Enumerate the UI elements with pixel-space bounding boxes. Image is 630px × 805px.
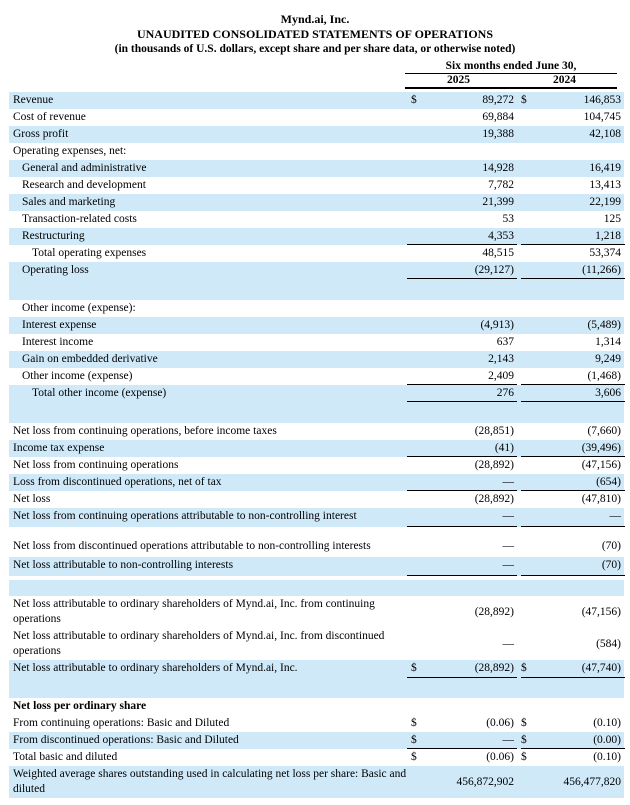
table-row: [9, 262, 624, 279]
value-2025: (28,851): [474, 425, 514, 437]
currency-symbol: $: [521, 751, 527, 763]
currency-symbol: $: [521, 734, 527, 746]
value-2025: 2,143: [488, 353, 514, 365]
value-2025: 21,399: [482, 196, 514, 208]
table-row: [9, 557, 624, 576]
value-2025: (28,892): [474, 606, 514, 618]
table-row: [9, 715, 624, 732]
total-rule: [521, 278, 625, 279]
row-label: Other income (expense): [22, 370, 133, 382]
row-label: Other income (expense):: [22, 302, 136, 314]
value-2024: 456,477,820: [563, 776, 621, 788]
table-row: [9, 474, 624, 491]
value-2025: (0.06): [486, 751, 514, 763]
total-rule: [521, 526, 625, 527]
spacer-row: [9, 279, 624, 300]
value-2024: (47,810): [581, 493, 621, 505]
value-2025: 48,515: [482, 247, 514, 259]
row-label: From continuing operations: Basic and Diluted: [13, 717, 230, 729]
total-rule: [407, 677, 517, 678]
row-label: From discontinued operations: Basic and Diluted: [13, 734, 239, 746]
value-2024: (5,489): [587, 319, 621, 331]
row-label: Operating loss: [22, 264, 89, 276]
spacer-row: [9, 402, 624, 423]
table-row: [9, 160, 624, 177]
row-label: Interest expense: [22, 319, 97, 331]
value-2025: —: [502, 559, 514, 571]
value-2025: (29,127): [474, 264, 514, 276]
value-2024: 22,199: [589, 196, 621, 208]
currency-symbol: $: [411, 734, 417, 746]
table-row: [9, 423, 624, 440]
row-label: Net loss from continuing operations attributable to non-controlling interest: [13, 510, 357, 522]
value-2025: (28,892): [474, 493, 514, 505]
row-label: General and administrative: [22, 162, 147, 174]
table-row: [9, 211, 624, 228]
company-name: Mynd.ai, Inc.: [280, 12, 350, 26]
table-row: [9, 300, 624, 317]
row-label: Operating expenses, net:: [13, 145, 127, 157]
table-row: [9, 628, 624, 660]
value-2025: 637: [496, 336, 514, 348]
value-2024: 125: [603, 213, 621, 225]
table-row: [9, 109, 624, 126]
total-rule: [407, 278, 517, 279]
value-2024: (70): [601, 559, 621, 571]
value-2025: 14,928: [482, 162, 514, 174]
row-label: Net loss attributable to ordinary shareholders of Mynd.ai, Inc. from discontinued operations: [13, 630, 385, 657]
row-label: Net loss from discontinued operations attributable to non-controlling interests: [13, 540, 371, 552]
value-2024: (0.10): [593, 717, 621, 729]
table-row: [9, 766, 624, 798]
header-rule: [405, 87, 617, 89]
table-row: [9, 457, 624, 474]
spacer-row: [9, 580, 624, 596]
value-2025: 456,872,902: [456, 776, 514, 788]
value-2024: (7,660): [587, 425, 621, 437]
value-2024: (70): [601, 540, 621, 552]
value-2025: (4,913): [480, 319, 514, 331]
table-row: [9, 368, 624, 385]
value-2025: (28,892): [474, 459, 514, 471]
value-2024: 1,218: [595, 230, 621, 242]
value-2024: 1,314: [595, 336, 621, 348]
value-2024: (1,468): [587, 370, 621, 382]
spacer-row: [9, 678, 624, 698]
value-2024: 104,745: [583, 111, 621, 123]
value-2025: (0.06): [486, 717, 514, 729]
value-2025: 2,409: [488, 370, 514, 382]
value-2025: (28,892): [474, 662, 514, 674]
row-label: Net loss per ordinary share: [13, 700, 147, 712]
row-label: Cost of revenue: [13, 111, 86, 123]
table-row: [9, 538, 624, 557]
row-label: Loss from discontinued operations, net of tax: [13, 476, 222, 488]
row-label: Transaction-related costs: [22, 213, 137, 225]
currency-symbol: $: [521, 662, 527, 674]
row-label: Restructuring: [22, 230, 85, 242]
value-2025: —: [502, 510, 514, 522]
statement-title: UNAUDITED CONSOLIDATED STATEMENTS OF OPERATIONS: [136, 27, 494, 41]
row-label: Net loss: [13, 493, 51, 505]
table-row: [9, 334, 624, 351]
total-rule: [521, 677, 625, 678]
row-label: Total operating expenses: [32, 247, 147, 259]
value-2025: 4,353: [488, 230, 514, 242]
currency-symbol: $: [411, 751, 417, 763]
table-row: [9, 440, 624, 457]
currency-symbol: $: [521, 717, 527, 729]
table-row: [9, 194, 624, 211]
table-row: [9, 660, 624, 678]
value-2025: —: [502, 734, 514, 746]
value-2024: 16,419: [589, 162, 621, 174]
total-rule: [521, 401, 625, 402]
value-2024: 42,108: [589, 128, 621, 140]
value-2024: (0.00): [593, 734, 621, 746]
row-label: Total other income (expense): [32, 387, 167, 399]
col-header-2024: 2024: [553, 74, 576, 86]
table-row: [9, 143, 624, 160]
value-2024: (47,156): [581, 459, 621, 471]
value-2024: 13,413: [589, 179, 621, 191]
value-2024: (0.10): [593, 751, 621, 763]
table-row: [9, 732, 624, 749]
value-2025: 69,884: [482, 111, 514, 123]
row-label: Net loss attributable to ordinary shareholders of Mynd.ai, Inc. from continuing operations: [13, 598, 375, 625]
value-2025: 19,388: [482, 128, 514, 140]
table-row: [9, 749, 624, 766]
col-header-2025: 2025: [447, 74, 470, 86]
total-rule: [407, 526, 517, 527]
value-2024: 3,606: [595, 387, 621, 399]
value-2024: (39,496): [581, 442, 621, 454]
row-label: Gross profit: [13, 128, 69, 140]
value-2024: 9,249: [595, 353, 621, 365]
value-2024: (47,156): [581, 606, 621, 618]
value-2024: (654): [596, 476, 621, 488]
table-row: [9, 228, 624, 245]
value-2024: 53,374: [589, 247, 621, 259]
total-rule: [407, 401, 517, 402]
row-label: Weighted average shares outstanding used in calculating net loss per share: Basic and diluted: [13, 768, 407, 795]
row-label: Net loss attributable to ordinary shareholders of Mynd.ai, Inc.: [13, 662, 298, 674]
table-row: [9, 351, 624, 368]
period-header: Six months ended June 30,: [445, 60, 577, 72]
value-2025: 7,782: [488, 179, 514, 191]
table-row: [9, 92, 624, 109]
row-label: Sales and marketing: [22, 196, 116, 208]
currency-symbol: $: [411, 662, 417, 674]
table-row: [9, 126, 624, 143]
value-2025: —: [502, 476, 514, 488]
table-row: [9, 698, 624, 715]
value-2025: 276: [496, 387, 514, 399]
currency-symbol: $: [411, 94, 417, 106]
value-2025: 53: [502, 213, 514, 225]
value-2024: (11,266): [582, 264, 621, 276]
row-label: Interest income: [22, 336, 94, 348]
table-row: [9, 177, 624, 194]
total-rule: [407, 575, 517, 576]
value-2025: —: [502, 638, 514, 650]
table-row: [9, 491, 624, 508]
currency-symbol: $: [521, 94, 527, 106]
value-2024: —: [609, 510, 621, 522]
table-row: [9, 317, 624, 334]
row-label: Total basic and diluted: [13, 751, 118, 763]
row-label: Net loss attributable to non-controlling interests: [13, 559, 234, 571]
value-2025: 89,272: [482, 94, 514, 106]
statement-subtitle: (in thousands of U.S. dollars, except share and per share data, or otherwise noted): [114, 43, 516, 55]
total-rule: [521, 575, 625, 576]
row-label: Research and development: [22, 179, 146, 191]
currency-symbol: $: [411, 717, 417, 729]
value-2024: (47,740): [581, 662, 621, 674]
row-label: Revenue: [13, 94, 54, 106]
value-2025: (41): [494, 442, 514, 454]
value-2025: —: [502, 540, 514, 552]
row-label: Income tax expense: [13, 442, 105, 454]
table-row: [9, 385, 624, 402]
table-row: [9, 245, 624, 262]
row-label: Net loss from continuing operations, before income taxes: [13, 425, 277, 437]
value-2024: 146,853: [583, 94, 621, 106]
row-label: Net loss from continuing operations: [13, 459, 179, 471]
table-row: [9, 508, 624, 527]
table-row: [9, 596, 624, 628]
value-2024: (584): [596, 638, 621, 650]
row-label: Gain on embedded derivative: [22, 353, 158, 365]
